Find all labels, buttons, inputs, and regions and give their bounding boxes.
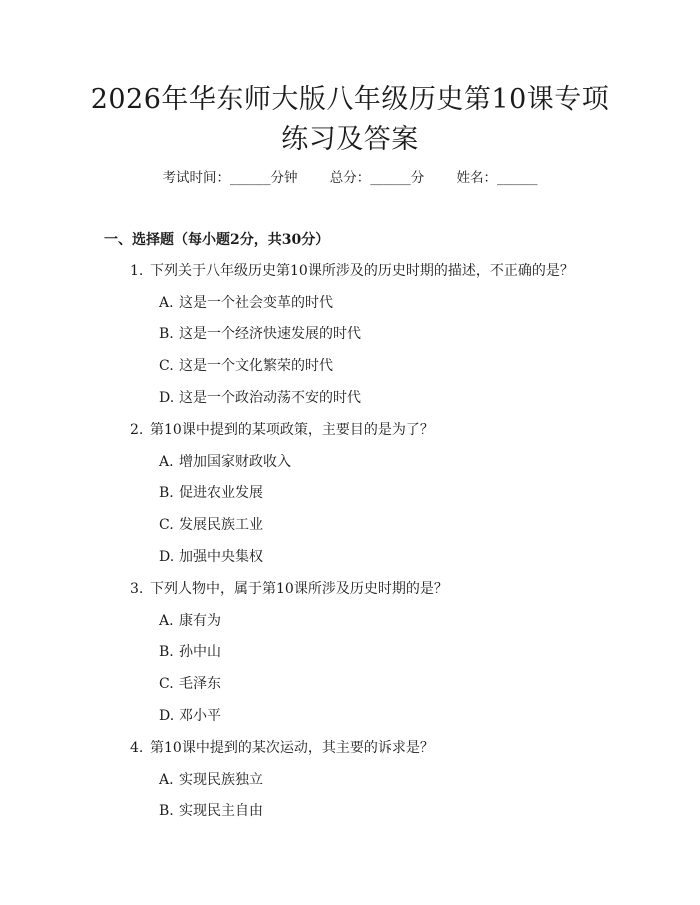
question-number: 2. [130,422,144,438]
option-1d [159,388,361,408]
option-1b [159,324,361,344]
student-name-field: 姓名：______ [456,170,538,186]
option-text: 邓小平 [179,708,221,724]
option-3d [159,706,221,726]
question-text: 下列人物中，属于第10课所涉及历史时期的是？ [150,581,448,597]
option-letter: C. [159,517,174,533]
option-text: 康有为 [179,613,221,629]
option-letter: B. [159,485,174,501]
option-text: 这是一个社会变革的时代 [179,295,333,311]
option-text: 实现民主自由 [179,803,263,819]
option-1c [159,356,333,376]
option-text: 加强中央集权 [179,549,263,565]
option-3c [159,674,221,694]
option-2a [159,452,291,472]
option-4a [159,770,263,790]
option-text: 增加国家财政收入 [179,454,291,470]
question-4 [130,738,434,758]
option-text: 这是一个政治动荡不安的时代 [179,390,361,406]
option-letter: A. [159,772,174,788]
title-line-1: 2026年华东师大版八年级历史第10课专项 [90,84,610,115]
question-number: 4. [130,740,144,756]
option-letter: D. [159,549,175,565]
option-text: 实现民族独立 [179,772,263,788]
question-text: 第10课中提到的某次运动，其主要的诉求是？ [150,740,434,756]
option-letter: B. [159,644,174,660]
option-text: 发展民族工业 [179,517,263,533]
option-letter: C. [159,358,174,374]
option-text: 毛泽东 [179,676,221,692]
option-letter: D. [159,708,175,724]
option-3a [159,611,221,631]
question-number: 1. [130,263,144,279]
option-letter: B. [159,326,174,342]
option-2b [159,483,263,503]
question-1 [130,261,574,281]
option-letter: B. [159,803,174,819]
option-text: 这是一个经济快速发展的时代 [179,326,361,342]
option-letter: C. [159,676,174,692]
question-text: 第10课中提到的某项政策，主要目的是为了？ [150,422,434,438]
question-2 [130,420,434,440]
option-4b [159,801,263,821]
option-3b [159,642,221,662]
title-line-2: 练习及答案 [281,124,419,155]
question-text: 下列关于八年级历史第10课所涉及的历史时期的描述，不正确的是？ [150,263,574,279]
option-2d [159,547,263,567]
question-3 [130,579,448,599]
option-letter: A. [159,454,174,470]
option-letter: A. [159,295,174,311]
option-text: 这是一个文化繁荣的时代 [179,358,333,374]
option-1a [159,293,333,313]
exam-time-field: 考试时间：______分钟 [162,170,298,186]
option-2c [159,515,263,535]
section-heading: 一、选择题（每小题2分，共30分） [104,232,330,248]
option-text: 孙中山 [179,644,221,660]
total-score-field: 总分：______分 [329,170,425,186]
option-text: 促进农业发展 [179,485,263,501]
exam-meta-line [0,168,700,188]
question-number: 3. [130,581,144,597]
option-letter: D. [159,390,175,406]
document-title [60,80,640,160]
option-letter: A. [159,613,174,629]
